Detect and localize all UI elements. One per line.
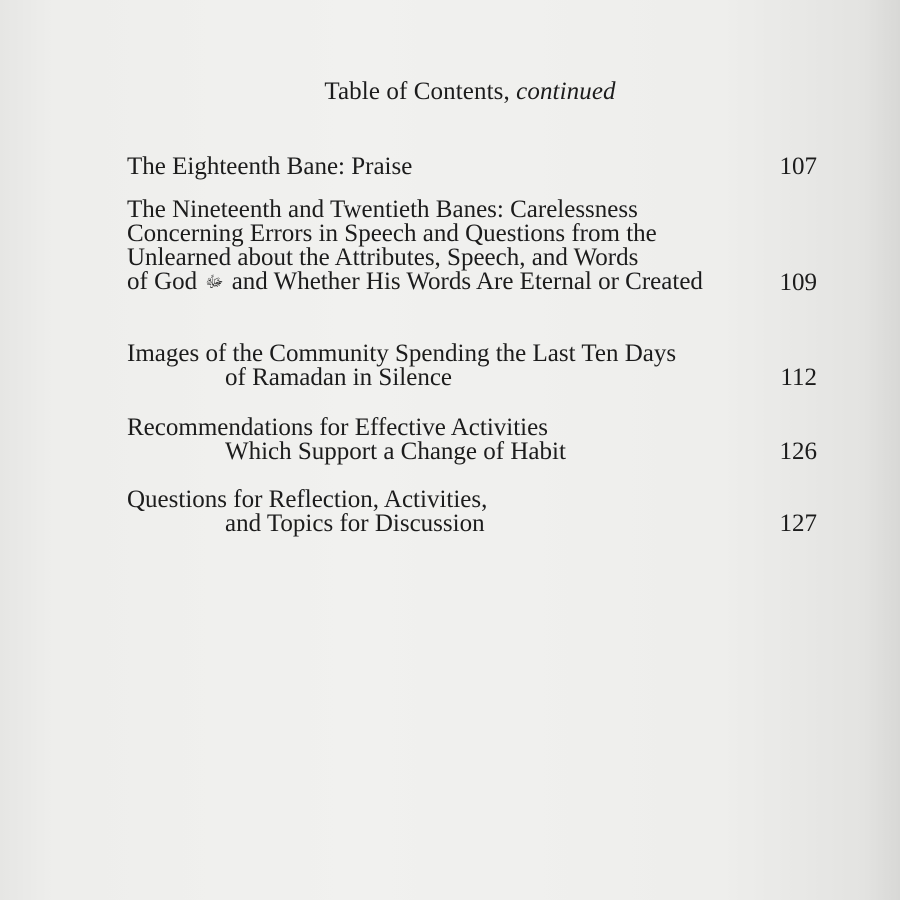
- toc-entry-title-line: Questions for Reflection, Activities,: [127, 486, 488, 513]
- page-heading: [0, 78, 900, 106]
- toc-entry-page: 107: [779, 153, 817, 180]
- toc-entry-title-line: Unlearned about the Attributes, Speech, and Words: [127, 244, 639, 271]
- toc-entry: [127, 416, 817, 464]
- toc-entry-title-line: and Topics for Discussion: [225, 510, 485, 537]
- toc-entry-title-line: of Ramadan in Silence: [225, 364, 453, 391]
- toc-entry: [127, 198, 817, 295]
- heading-title: Table of Contents,: [324, 78, 510, 105]
- toc-entry-page: 112: [780, 364, 817, 391]
- toc-entry-page: 126: [779, 438, 817, 465]
- toc-entry: [127, 342, 817, 390]
- toc-entry-title-line: The Nineteenth and Twentieth Banes: Carelessness: [127, 196, 638, 223]
- heading-title-suffix: continued: [516, 78, 616, 105]
- honorific-glyph: ﷻ: [205, 274, 224, 291]
- toc-entry-title-line: Which Support a Change of Habit: [225, 438, 566, 465]
- toc-entry: [127, 488, 817, 536]
- toc-entry-page: 127: [779, 510, 817, 537]
- toc-entry-title-line: Images of the Community Spending the Last Ten Days: [127, 340, 677, 367]
- toc-entry-title: The Eighteenth Bane: Praise: [127, 153, 413, 180]
- toc-entry-title-line: Concerning Errors in Speech and Questions from the: [127, 220, 657, 247]
- toc-entry-text: and Whether His Words Are Eternal or Created: [231, 268, 703, 295]
- toc-entry-title-line: Recommendations for Effective Activities: [127, 414, 548, 441]
- toc-entry-text: of God: [127, 268, 198, 295]
- toc-entry-title-line: [127, 270, 817, 295]
- toc-entry-page: 109: [779, 269, 817, 296]
- toc-entry: [127, 155, 817, 179]
